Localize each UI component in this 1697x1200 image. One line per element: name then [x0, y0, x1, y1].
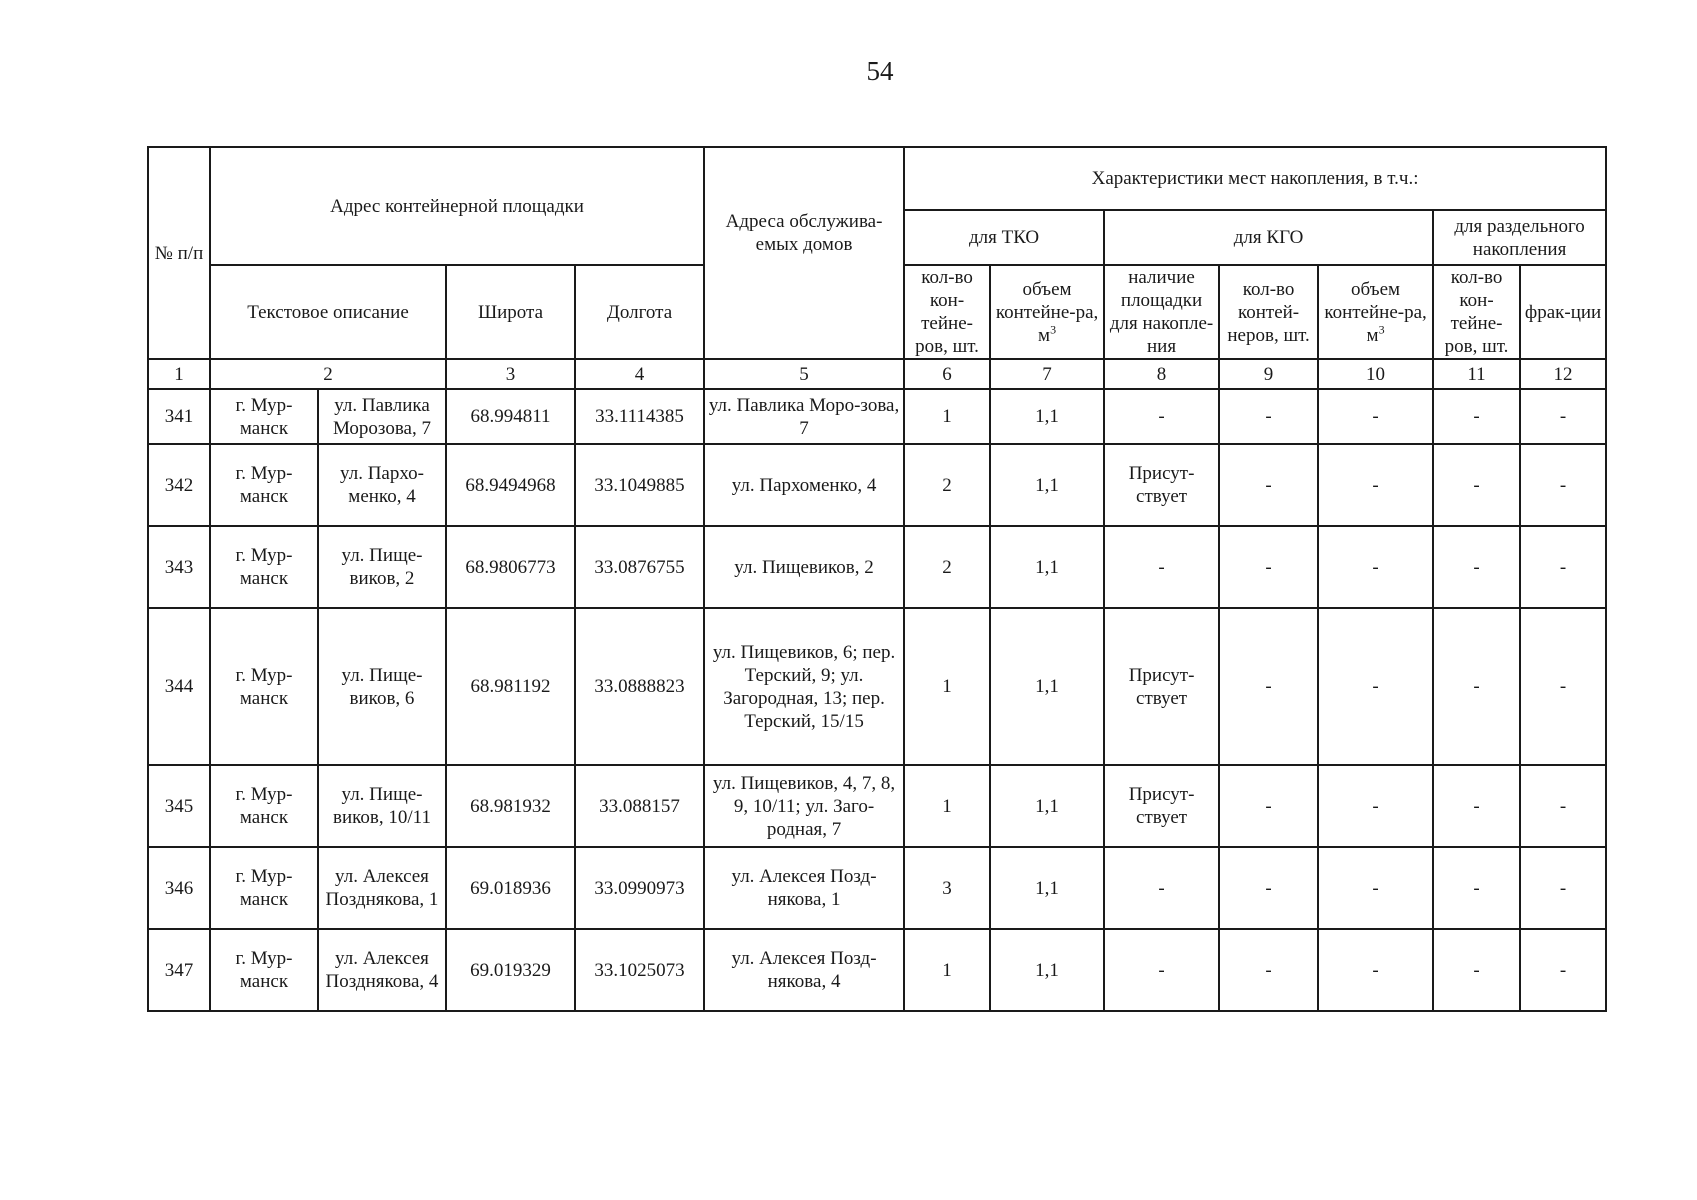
cell-tko-count: 1: [904, 765, 990, 847]
header-no: № п/п: [148, 147, 210, 359]
cell-street: ул. Алексея Позднякова, 1: [318, 847, 446, 929]
cell-city: г. Мур-манск: [210, 526, 318, 608]
col-number: 4: [575, 359, 704, 389]
cell-separate-count: -: [1433, 608, 1520, 765]
cell-served: ул. Пищевиков, 2: [704, 526, 904, 608]
cell-separate-count: -: [1433, 847, 1520, 929]
cell-kgo-count: -: [1219, 608, 1318, 765]
cell-kgo-volume: -: [1318, 389, 1433, 444]
header-longitude: Долгота: [575, 265, 704, 359]
cell-kgo-volume: -: [1318, 526, 1433, 608]
header-separate-count: кол-во кон-тейне-ров, шт.: [1433, 265, 1520, 359]
cell-tko-count: 1: [904, 389, 990, 444]
col-number: 11: [1433, 359, 1520, 389]
col-number: 10: [1318, 359, 1433, 389]
cell-separate-fractions: -: [1520, 765, 1606, 847]
cell-tko-volume: 1,1: [990, 526, 1104, 608]
cell-latitude: 68.981932: [446, 765, 575, 847]
header-tko-volume-text: объем контейне-ра, м: [995, 278, 1099, 346]
cell-tko-volume: 1,1: [990, 389, 1104, 444]
cell-tko-volume: 1,1: [990, 929, 1104, 1011]
col-number: 7: [990, 359, 1104, 389]
cell-tko-volume: 1,1: [990, 444, 1104, 526]
cell-kgo-presence: -: [1104, 929, 1219, 1011]
cell-street: ул. Павлика Морозова, 7: [318, 389, 446, 444]
col-number: 3: [446, 359, 575, 389]
cell-served: ул. Павлика Моро-зова, 7: [704, 389, 904, 444]
cell-longitude: 33.088157: [575, 765, 704, 847]
cell-kgo-count: -: [1219, 847, 1318, 929]
cell-street: ул. Пище-виков, 2: [318, 526, 446, 608]
cell-latitude: 69.018936: [446, 847, 575, 929]
cell-kgo-presence: Присут-ствует: [1104, 765, 1219, 847]
cell-no: 346: [148, 847, 210, 929]
table-row: [148, 608, 1606, 765]
cell-tko-count: 2: [904, 526, 990, 608]
cell-kgo-presence: -: [1104, 847, 1219, 929]
cell-separate-fractions: -: [1520, 444, 1606, 526]
header-kgo-volume: [1318, 265, 1433, 359]
cell-latitude: 68.994811: [446, 389, 575, 444]
cell-kgo-volume: -: [1318, 608, 1433, 765]
cell-kgo-count: -: [1219, 444, 1318, 526]
cell-longitude: 33.0888823: [575, 608, 704, 765]
cell-separate-fractions: -: [1520, 526, 1606, 608]
col-number: 8: [1104, 359, 1219, 389]
table-row: [148, 526, 1606, 608]
header-tko-count: кол-во кон-тейне-ров, шт.: [904, 265, 990, 359]
header-tko-volume-sup: 3: [1050, 322, 1057, 337]
cell-tko-count: 2: [904, 444, 990, 526]
cell-city: г. Мур-манск: [210, 608, 318, 765]
col-number: 9: [1219, 359, 1318, 389]
header-kgo-volume-text: объем контейне-ра, м: [1324, 278, 1427, 346]
cell-kgo-presence: Присут-ствует: [1104, 608, 1219, 765]
cell-kgo-volume: -: [1318, 929, 1433, 1011]
header-text-description: Текстовое описание: [210, 265, 446, 359]
col-number: 6: [904, 359, 990, 389]
cell-separate-count: -: [1433, 929, 1520, 1011]
cell-latitude: 68.9494968: [446, 444, 575, 526]
cell-longitude: 33.0990973: [575, 847, 704, 929]
cell-latitude: 69.019329: [446, 929, 575, 1011]
cell-served: ул. Пархоменко, 4: [704, 444, 904, 526]
cell-no: 344: [148, 608, 210, 765]
cell-street: ул. Пархо-менко, 4: [318, 444, 446, 526]
cell-kgo-volume: -: [1318, 847, 1433, 929]
cell-kgo-volume: -: [1318, 765, 1433, 847]
cell-separate-fractions: -: [1520, 608, 1606, 765]
cell-separate-count: -: [1433, 389, 1520, 444]
header-tko: для ТКО: [904, 210, 1104, 265]
cell-no: 341: [148, 389, 210, 444]
cell-separate-fractions: -: [1520, 389, 1606, 444]
table-row: [148, 847, 1606, 929]
cell-separate-count: -: [1433, 526, 1520, 608]
cell-separate-count: -: [1433, 765, 1520, 847]
cell-longitude: 33.1025073: [575, 929, 704, 1011]
cell-separate-count: -: [1433, 444, 1520, 526]
cell-kgo-count: -: [1219, 389, 1318, 444]
header-latitude: Широта: [446, 265, 575, 359]
cell-no: 343: [148, 526, 210, 608]
container-sites-table: [147, 146, 1607, 1012]
cell-no: 345: [148, 765, 210, 847]
cell-tko-volume: 1,1: [990, 608, 1104, 765]
cell-served: ул. Пищевиков, 4, 7, 8, 9, 10/11; ул. Заго-родная, 7: [704, 765, 904, 847]
cell-tko-count: 3: [904, 847, 990, 929]
page-number: 54: [866, 56, 894, 86]
cell-latitude: 68.981192: [446, 608, 575, 765]
cell-latitude: 68.9806773: [446, 526, 575, 608]
cell-city: г. Мур-манск: [210, 765, 318, 847]
header-kgo: для КГО: [1104, 210, 1433, 265]
cell-kgo-presence: -: [1104, 526, 1219, 608]
cell-tko-volume: 1,1: [990, 765, 1104, 847]
cell-city: г. Мур-манск: [210, 847, 318, 929]
cell-tko-volume: 1,1: [990, 847, 1104, 929]
header-separate: для раздельного накопления: [1433, 210, 1606, 265]
col-number: 5: [704, 359, 904, 389]
header-kgo-count: кол-во контей-неров, шт.: [1219, 265, 1318, 359]
header-kgo-presence: наличие площадки для накопле-ния: [1104, 265, 1219, 359]
cell-city: г. Мур-манск: [210, 929, 318, 1011]
table-row: [148, 765, 1606, 847]
header-separate-fractions: фрак-ции: [1520, 265, 1606, 359]
col-number: 1: [148, 359, 210, 389]
header-tko-volume: [990, 265, 1104, 359]
header-characteristics: Характеристики мест накопления, в т.ч.:: [904, 147, 1606, 210]
cell-kgo-count: -: [1219, 929, 1318, 1011]
cell-tko-count: 1: [904, 929, 990, 1011]
cell-city: г. Мур-манск: [210, 444, 318, 526]
header-address: Адрес контейнерной площадки: [210, 147, 704, 265]
cell-no: 342: [148, 444, 210, 526]
cell-longitude: 33.1049885: [575, 444, 704, 526]
cell-kgo-presence: Присут-ствует: [1104, 444, 1219, 526]
cell-longitude: 33.1114385: [575, 389, 704, 444]
cell-longitude: 33.0876755: [575, 526, 704, 608]
cell-tko-count: 1: [904, 608, 990, 765]
cell-served: ул. Алексея Позд-някова, 4: [704, 929, 904, 1011]
cell-street: ул. Пище-виков, 10/11: [318, 765, 446, 847]
table-row: [148, 444, 1606, 526]
cell-served: ул. Пищевиков, 6; пер. Терский, 9; ул. Загородная, 13; пер. Терский, 15/15: [704, 608, 904, 765]
header-kgo-volume-sup: 3: [1378, 322, 1385, 337]
cell-street: ул. Алексея Позднякова, 4: [318, 929, 446, 1011]
cell-city: г. Мур-манск: [210, 389, 318, 444]
cell-street: ул. Пище-виков, 6: [318, 608, 446, 765]
cell-kgo-count: -: [1219, 526, 1318, 608]
col-number: 12: [1520, 359, 1606, 389]
header-served-addresses: Адреса обслужива-емых домов: [704, 147, 904, 359]
cell-no: 347: [148, 929, 210, 1011]
table-row: [148, 389, 1606, 444]
col-number: 2: [210, 359, 446, 389]
cell-kgo-volume: -: [1318, 444, 1433, 526]
table-row: [148, 929, 1606, 1011]
cell-served: ул. Алексея Позд-някова, 1: [704, 847, 904, 929]
cell-separate-fractions: -: [1520, 847, 1606, 929]
cell-kgo-count: -: [1219, 765, 1318, 847]
cell-separate-fractions: -: [1520, 929, 1606, 1011]
cell-kgo-presence: -: [1104, 389, 1219, 444]
